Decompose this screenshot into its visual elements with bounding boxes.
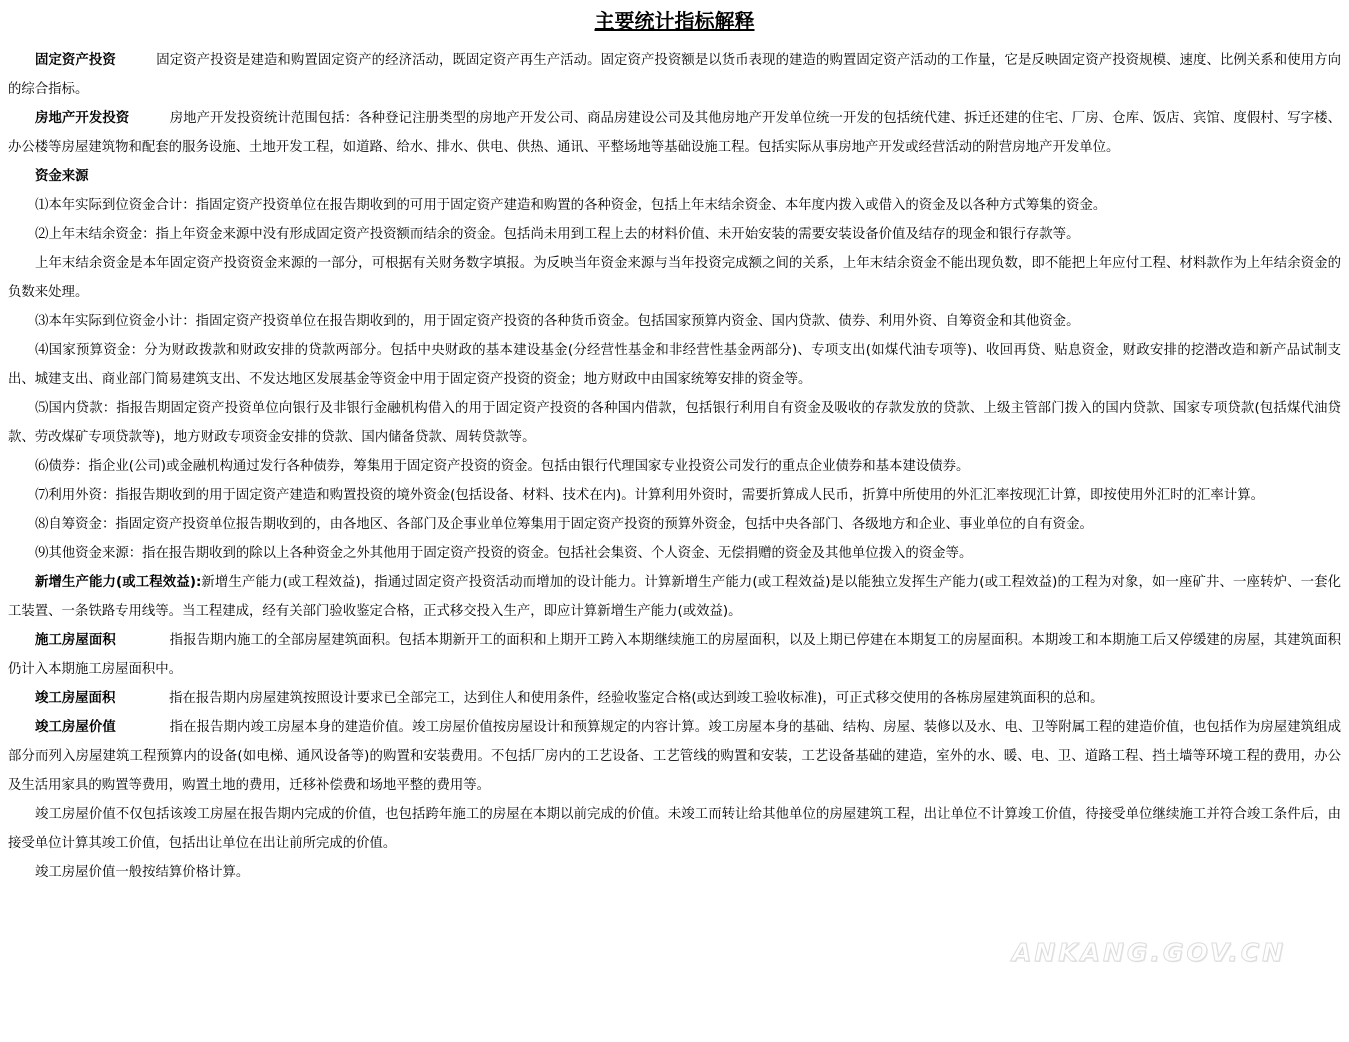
term-separator: : (195, 575, 202, 590)
document (8, 6, 1341, 887)
term-heading: 新增生产能力(或工程效益) (35, 575, 196, 590)
paragraph-text: 竣工房屋价值一般按结算价格计算。 (35, 865, 250, 880)
paragraph (8, 307, 1341, 336)
paragraph (8, 191, 1341, 220)
paragraph-text: ⑺利用外资：指报告期收到的用于固定资产建造和购置投资的境外资金(包括设备、材料、技术在内)。计算利用外资时，需要折算成人民币，折算中所使用的外汇汇率按现汇计算，即按使用外汇时的汇率计算。 (35, 488, 1264, 503)
paragraph-text: ⑶本年实际到位资金小计：指固定资产投资单位在报告期收到的，用于固定资产投资的各种货币资金。包括国家预算内资金、国内贷款、债券、利用外资、自筹资金和其他资金。 (35, 314, 1080, 329)
paragraph (8, 394, 1341, 452)
paragraph (8, 684, 1341, 713)
term-separator (115, 684, 169, 713)
paragraph (8, 713, 1341, 800)
paragraph-list (8, 46, 1341, 887)
term-separator (116, 626, 170, 655)
term-separator (129, 104, 169, 133)
term-separator (116, 46, 156, 75)
paragraph (8, 539, 1341, 568)
paragraph (8, 452, 1341, 481)
paragraph-text: ⑵上年末结余资金：指上年资金来源中没有形成固定资产投资额而结余的资金。包括尚未用到工程上去的材料价值、未开始安装的需要安装设备价值及结存的现金和银行存款等。 (35, 227, 1080, 242)
term-heading: 房地产开发投资 (35, 111, 130, 126)
paragraph-text: 固定资产投资是建造和购置固定资产的经济活动，既固定资产再生产活动。固定资产投资额是以货币表现的建造的购置固定资产活动的工作量，它是反映固定资产投资规模、速度、比例关系和使用方向的综合指标。 (8, 53, 1342, 97)
paragraph-text: ⑸国内贷款：指报告期固定资产投资单位向银行及非银行金融机构借入的用于固定资产投资的各种国内借款，包括银行利用自有资金及吸收的存款发放的贷款、上级主管部门拨入的国内贷款、国家专项贷款(包括煤代油贷款、劳改煤矿专项贷款等)，地方财政专项资金安排的贷款、国内储备贷款、周转贷款等。 (8, 401, 1341, 445)
paragraph-text: ⑴本年实际到位资金合计：指固定资产投资单位在报告期收到的可用于固定资产建造和购置的各种资金，包括上年末结余资金、本年度内拨入或借入的资金及以各种方式筹集的资金。 (35, 198, 1107, 213)
term-heading: 资金来源 (35, 169, 89, 184)
paragraph-text: 竣工房屋价值不仅包括该竣工房屋在报告期内完成的价值，也包括跨年施工的房屋在本期以前完成的价值。未竣工而转让给其他单位的房屋建筑工程，出让单位不计算竣工价值，待接受单位继续施工并符合竣工条件后，由接受单位计算其竣工价值，包括出让单位在出让前所完成的价值。 (8, 807, 1341, 851)
paragraph (8, 568, 1341, 626)
paragraph-text: 指在报告期内房屋建筑按照设计要求已全部完工，达到住人和使用条件，经验收鉴定合格(或达到竣工验收标准)，可正式移交使用的各栋房屋建筑面积的总和。 (169, 691, 1104, 706)
paragraph (8, 46, 1341, 104)
paragraph (8, 104, 1341, 162)
paragraph (8, 858, 1341, 887)
paragraph (8, 249, 1341, 307)
paragraph-text: 指报告期内施工的全部房屋建筑面积。包括本期新开工的面积和上期开工跨入本期继续施工的房屋面积，以及上期已停建在本期复工的房屋面积。本期竣工和本期施工后又停缓建的房屋，其建筑面积仍计入本期施工房屋面积中。 (8, 633, 1342, 677)
paragraph (8, 336, 1341, 394)
paragraph-text: 指在报告期内竣工房屋本身的建造价值。竣工房屋价值按房屋设计和预算规定的内容计算。竣工房屋本身的基础、结构、房屋、装修以及水、电、卫等附属工程的建造价值，也包括作为房屋建筑组成部分而列入房屋建筑工程预算内的设备(如电梯、通风设备等)的购置和安装费用。不包括厂房内的工艺设备、工艺管线的购置和安装，工艺设备基础的建造，室外的水、暖、电、卫、道路工程、挡土墙等环境工程的费用，办公及生活用家具的购置等费用，购置土地的费用，迁移补偿费和场地平整的费用等。 (8, 720, 1342, 793)
paragraph-text: ⑷国家预算资金：分为财政拨款和财政安排的贷款两部分。包括中央财政的基本建设基金(分经营性基金和非经营性基金两部分)、专项支出(如煤代油专项等)、收回再贷、贴息资金，财政安排的挖潜改造和新产品试制支出、城建支出、商业部门简易建筑支出、不发达地区发展基金等资金中用于固定资产投资的资金；地方财政中由国家统筹安排的资金等。 (8, 343, 1341, 387)
watermark: ANKANG.GOV.CN (1012, 938, 1287, 967)
paragraph (8, 626, 1341, 684)
paragraph (8, 481, 1341, 510)
term-heading: 竣工房屋价值 (35, 720, 116, 735)
term-separator (116, 713, 170, 742)
paragraph (8, 510, 1341, 539)
page-title: 主要统计指标解释 (594, 9, 755, 33)
paragraph-text: 房地产开发投资统计范围包括：各种登记注册类型的房地产开发公司、商品房建设公司及其他房地产开发单位统一开发的包括统代建、拆迁还建的住宅、厂房、仓库、饭店、宾馆、度假村、写字楼、办公楼等房屋建筑物和配套的服务设施、土地开发工程，如道路、给水、排水、供电、供热、通讯、平整场地等基础设施工程。包括实际从事房地产开发或经营活动的附营房地产开发单位。 (8, 111, 1341, 155)
paragraph-text: 上年末结余资金是本年固定资产投资资金来源的一部分，可根据有关财务数字填报。为反映当年资金来源与当年投资完成额之间的关系，上年末结余资金不能出现负数，即不能把上年应付工程、材料款作为上年结余资金的负数来处理。 (8, 256, 1341, 300)
term-heading: 施工房屋面积 (35, 633, 116, 648)
paragraph-text: ⑻自筹资金：指固定资产投资单位报告期收到的，由各地区、各部门及企事业单位筹集用于固定资产投资的预算外资金，包括中央各部门、各级地方和企业、事业单位的自有资金。 (35, 517, 1093, 532)
paragraph (8, 162, 1341, 191)
paragraph (8, 220, 1341, 249)
paragraph-text: ⑹债券：指企业(公司)或金融机构通过发行各种债券，筹集用于固定资产投资的资金。包括由银行代理国家专业投资公司发行的重点企业债券和基本建设债券。 (35, 459, 970, 474)
paragraph-text: ⑼其他资金来源：指在报告期收到的除以上各种资金之外其他用于固定资产投资的资金。包括社会集资、个人资金、无偿捐赠的资金及其他单位拨入的资金等。 (35, 546, 973, 561)
paragraph (8, 800, 1341, 858)
paragraph-text: 新增生产能力(或工程效益)，指通过固定资产投资活动而增加的设计能力。计算新增生产能力(或工程效益)是以能独立发挥生产能力(或工程效益)的工程为对象，如一座矿井、一座转炉、一套化工装置、一条铁路专用线等。当工程建成，经有关部门验收鉴定合格，正式移交投入生产，即应计算新增生产能力(或效益)。 (8, 575, 1341, 619)
term-heading: 固定资产投资 (35, 53, 116, 68)
term-heading: 竣工房屋面积 (35, 691, 116, 706)
